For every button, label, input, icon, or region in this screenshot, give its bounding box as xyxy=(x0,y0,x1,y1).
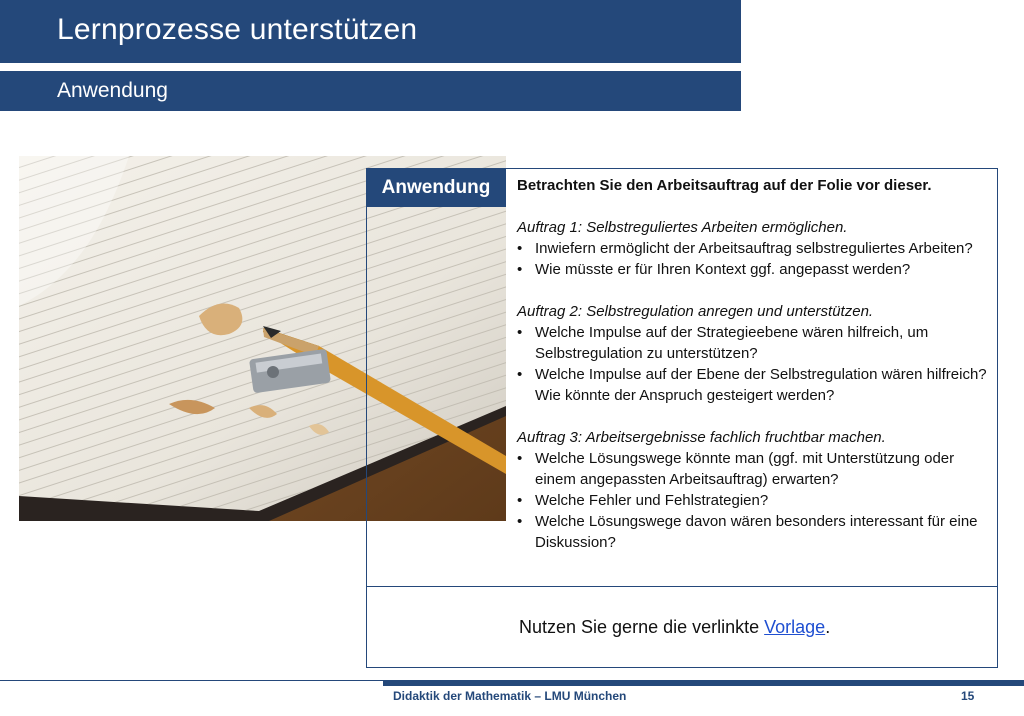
task-bullet-list xyxy=(517,322,987,406)
bullet-icon: • xyxy=(517,261,523,278)
list-item: • Welche Lösungswege könnte man (ggf. mit Unterstützung oder einem angepassten Arbeitsauftrag) erwarten? xyxy=(517,450,955,488)
list-item: • Welche Fehler und Fehlstrategien? xyxy=(517,492,769,509)
slide-title: Lernprozesse unterstützen xyxy=(57,13,418,46)
bullet-icon: • xyxy=(517,513,523,530)
list-item: • Wie müsste er für Ihren Kontext ggf. angepasst werden? xyxy=(517,261,911,278)
bullet-icon: • xyxy=(517,492,523,509)
list-item: • Inwiefern ermöglicht der Arbeitsauftrag selbstreguliertes Arbeiten? xyxy=(517,240,973,257)
task-heading: Auftrag 2: Selbstregulation anregen und unterstützen. xyxy=(517,303,874,320)
footer-bar xyxy=(383,680,1024,686)
bullet-icon: • xyxy=(517,324,523,341)
footer-institution: Didaktik der Mathematik – LMU München xyxy=(393,689,627,703)
list-item: • Welche Impulse auf der Strategieebene wären hilfreich, um Selbstregulation zu unterstützen? xyxy=(517,324,929,362)
task-heading: Auftrag 1: Selbstreguliertes Arbeiten ermöglichen. xyxy=(517,219,848,236)
task-bullet-list xyxy=(517,448,987,553)
task-bullet-list xyxy=(517,238,987,280)
list-item: • Welche Lösungswege davon wären besonders interessant für eine Diskussion? xyxy=(517,513,978,551)
task-box-tag: Anwendung xyxy=(366,169,506,207)
task-heading: Auftrag 3: Arbeitsergebnisse fachlich fruchtbar machen. xyxy=(517,429,886,446)
bullet-icon: • xyxy=(517,366,523,383)
template-note: Nutzen Sie gerne die verlinkte Vorlage. xyxy=(519,617,831,637)
bullet-icon: • xyxy=(517,240,523,257)
template-link[interactable]: Vorlage xyxy=(764,617,826,637)
task-intro: Betrachten Sie den Arbeitsauftrag auf der Folie vor dieser. xyxy=(517,177,932,194)
bullet-icon: • xyxy=(517,450,523,467)
task-content xyxy=(517,175,987,553)
list-item: • Welche Impulse auf der Ebene der Selbstregulation wären hilfreich? Wie könnte der Anspruch gesteigert werden? xyxy=(517,366,987,404)
slide-subtitle: Anwendung xyxy=(57,79,168,102)
page-number: 15 xyxy=(961,689,975,703)
task-box-divider xyxy=(366,586,998,587)
